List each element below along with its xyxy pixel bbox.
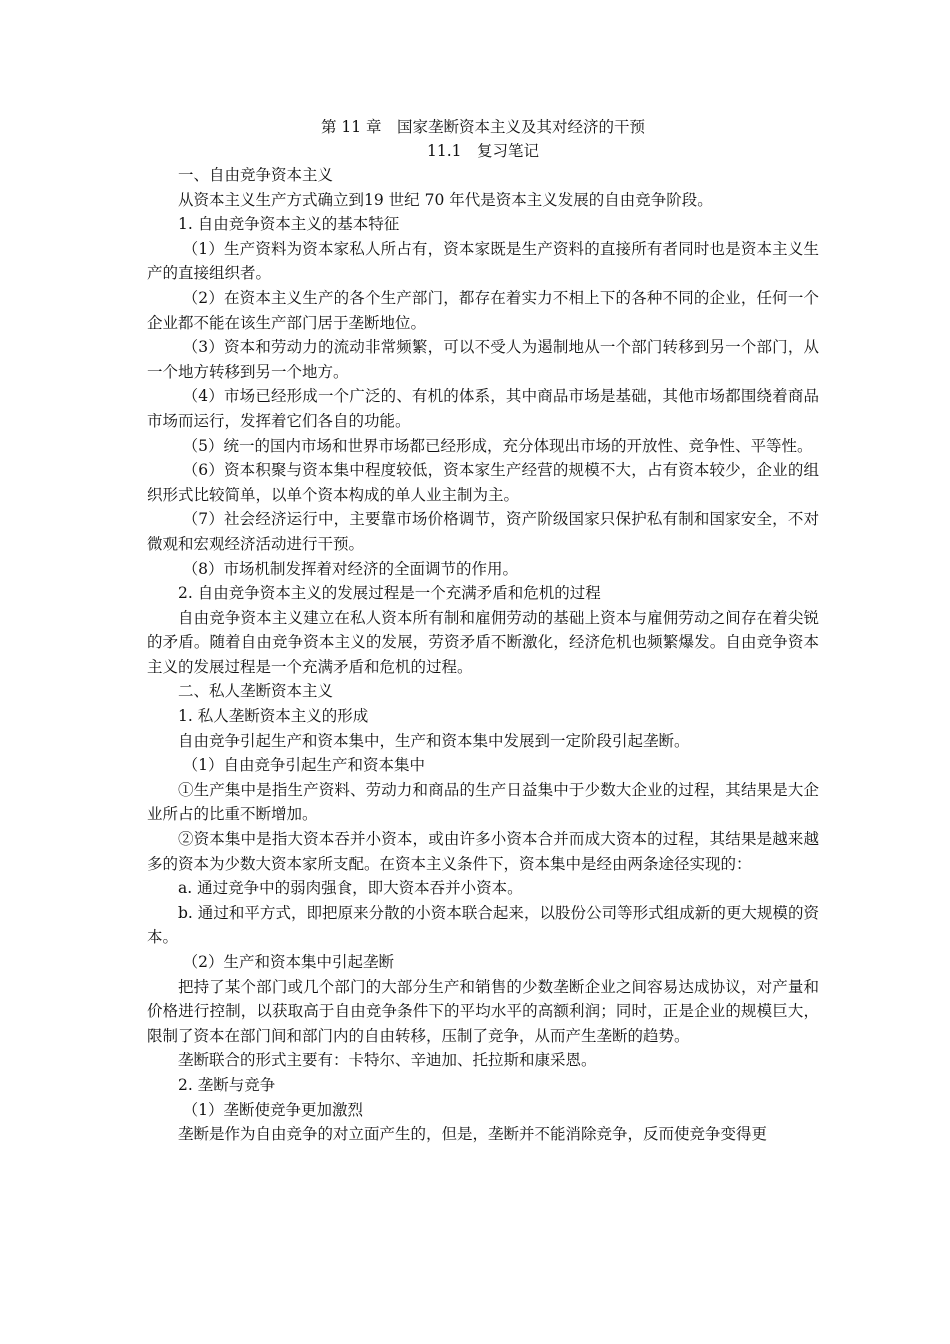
document-page	[147, 115, 819, 1147]
paragraph: ②资本集中是指大资本吞并小资本，或由许多小资本合并而成大资本的过程，其结果是越来越多的资本为少数大资本家所支配。在资本主义条件下，资本集中是经由两条途径实现的：	[147, 830, 819, 873]
list-item: （1）生产资料为资本家私人所占有，资本家既是生产资料的直接所有者同时也是资本主义生产的直接组织者。	[147, 239, 819, 283]
heading-development-process: 2. 自由竞争资本主义的发展过程是一个充满矛盾和危机的过程	[178, 584, 601, 603]
paragraph: 垄断是作为自由竞争的对立面产生的，但是，垄断并不能消除竞争，反而使竞争变得更	[178, 1125, 768, 1144]
paragraph: 从资本主义生产方式确立到19 世纪 70 年代是资本主义发展的自由竞争阶段。	[178, 190, 713, 209]
list-item: （4）市场已经形成一个广泛的、有机的体系，其中商品市场是基础，其他市场都围绕着商品市场而运行，发挥着它们各自的功能。	[147, 387, 819, 430]
list-item: （2）在资本主义生产的各个生产部门，都存在着实力不相上下的各种不同的企业，任何一个企业都不能在该生产部门居于垄断地位。	[147, 288, 819, 332]
chapter-title: 第 11 章 国家垄断资本主义及其对经济的干预	[320, 118, 646, 136]
list-item: （6）资本积聚与资本集中程度较低，资本家生产经营的规模不大，占有资本较少，企业的组织形式比较简单，以单个资本构成的单人业主制为主。	[147, 461, 819, 504]
paragraph: 自由竞争资本主义建立在私人资本所有制和雇佣劳动的基础上资本与雇佣劳动之间存在着尖锐的矛盾。随着自由竞争资本主义的发展，劳资矛盾不断激化，经济危机也频繁爆发。自由竞争资本主义的发展过程是一个充满矛盾和危机的过程。	[147, 608, 819, 676]
heading-monopoly-competition: 2. 垄断与竞争	[178, 1075, 276, 1094]
heading-private-monopoly: 二、私人垄断资本主义	[178, 682, 334, 701]
paragraph: 自由竞争引起生产和资本集中，生产和资本集中发展到一定阶段引起垄断。	[178, 731, 690, 750]
heading-free-competition: 一、自由竞争资本主义	[178, 166, 334, 184]
heading-basic-features: 1. 自由竞争资本主义的基本特征	[178, 215, 400, 234]
heading-formation: 1. 私人垄断资本主义的形成	[178, 707, 369, 726]
list-item: （1）垄断使竞争更加激烈	[182, 1100, 364, 1119]
list-item: a. 通过竞争中的弱肉强食，即大资本吞并小资本。	[178, 879, 523, 898]
section-title: 11.1 复习笔记	[426, 142, 539, 160]
list-item: （5）统一的国内市场和世界市场都已经形成，充分体现出市场的开放性、竞争性、平等性。	[182, 436, 813, 455]
paragraph: 垄断联合的形式主要有：卡特尔、辛迪加、托拉斯和康采恩。	[178, 1051, 597, 1070]
list-item: （3）资本和劳动力的流动非常频繁，可以不受人为遏制地从一个部门转移到另一个部门，从一个地方转移到另一个地方。	[147, 338, 819, 381]
list-item: （2）生产和资本集中引起垄断	[182, 953, 395, 971]
list-item: （8）市场机制发挥着对经济的全面调节的作用。	[182, 559, 519, 578]
list-item: （1）自由竞争引起生产和资本集中	[182, 756, 426, 775]
list-item: b. 通过和平方式，即把原来分散的小资本联合起来，以股份公司等形式组成新的更大规模的资本。	[147, 903, 819, 947]
paragraph: 把持了某个部门或几个部门的大部分生产和销售的少数垄断企业之间容易达成协议，对产量和价格进行控制，以获取高于自由竞争条件下的平均水平的高额利润；同时，正是企业的规模巨大，限制了资本在部门间和部门内的自由转移，压制了竞争，从而产生垄断的趋势。	[147, 977, 819, 1045]
list-item: （7）社会经济运行中，主要靠市场价格调节，资产阶级国家只保护私有制和国家安全，不对微观和宏观经济活动进行干预。	[147, 510, 819, 553]
paragraph: ①生产集中是指生产资料、劳动力和商品的生产日益集中于少数大企业的过程，其结果是大企业所占的比重不断增加。	[147, 780, 819, 824]
